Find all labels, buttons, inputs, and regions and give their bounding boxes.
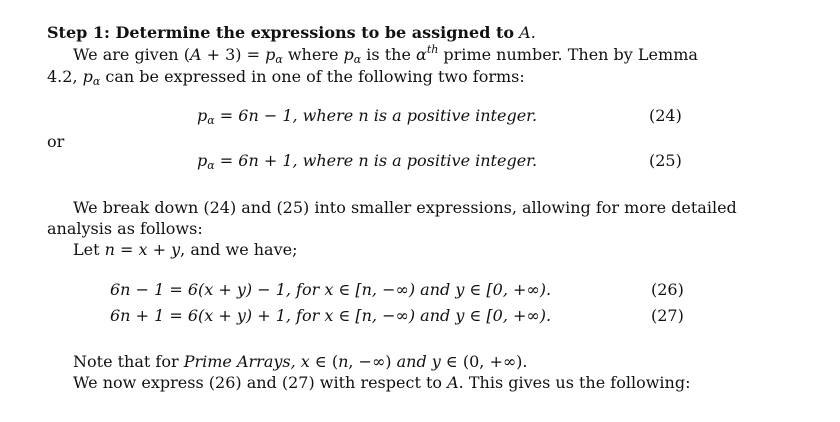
equation-rhs: = 6n − 1, where n is a positive integer. [214, 106, 538, 125]
text: = [114, 240, 139, 259]
text: Let [73, 240, 105, 259]
math-var: A [447, 373, 459, 392]
paragraph2-line3 [73, 240, 298, 260]
text: where [282, 45, 344, 64]
express-line [73, 373, 690, 393]
text: We are given ( [73, 45, 190, 64]
math-var: x [138, 240, 148, 259]
math-text: and y [396, 352, 441, 371]
equation-26: 6n − 1 = 6(x + y) − 1, for x ∈ [n, −∞) and y ∈ [0, +∞). [110, 280, 552, 299]
math-var: n [338, 352, 349, 371]
text: can be expressed in one of the following two forms: [100, 67, 525, 86]
text: , −∞) [348, 352, 397, 371]
math-subscript: α [92, 75, 101, 88]
equation-rhs: = 6n + 1, where n is a positive integer. [214, 151, 538, 170]
text: . This gives us the following: [458, 373, 691, 392]
cropped-previous-line [300, 0, 600, 2]
text: ∈ (0, +∞). [440, 352, 528, 371]
text: ∈ ( [309, 352, 339, 371]
math-var: α [416, 45, 427, 64]
math-superscript: th [426, 43, 439, 56]
equation-24 [197, 106, 537, 126]
paragraph2-line2: analysis as follows: [47, 219, 203, 238]
math-var: n [104, 240, 115, 259]
text: We now express (26) and (27) with respect to [73, 373, 448, 392]
text: , and we have; [180, 240, 298, 259]
paragraph1-line2 [47, 67, 525, 87]
paragraph2-line1: We break down (24) and (25) into smaller expressions, allowing for more detailed [73, 198, 737, 217]
heading-var: A. [519, 23, 536, 42]
step-heading [47, 23, 536, 43]
equation-number-25: (25) [649, 151, 682, 170]
note-line [73, 352, 528, 372]
text: + 3) = [201, 45, 266, 64]
math-var: y [171, 240, 181, 259]
math-var: p [197, 106, 208, 125]
math-var: p [265, 45, 276, 64]
text: 4.2, [47, 67, 83, 86]
text: Note that for [73, 352, 184, 371]
equation-27: 6n + 1 = 6(x + y) + 1, for x ∈ [n, −∞) and y ∈ [0, +∞). [110, 306, 552, 325]
math-text: Prime Arrays, x [183, 352, 310, 371]
text: prime number. Then by Lemma [438, 45, 698, 64]
equation-number-24: (24) [649, 106, 682, 125]
math-subscript: α [353, 53, 362, 66]
or-text: or [47, 132, 65, 151]
paragraph1-line1 [73, 45, 698, 65]
heading-label: Step 1: Determine the expressions to be assigned to [47, 23, 515, 42]
math-var: p [197, 151, 208, 170]
text: is the [361, 45, 417, 64]
equation-number-26: (26) [651, 280, 684, 299]
equation-number-27: (27) [651, 306, 684, 325]
math-var: p [82, 67, 93, 86]
math-subscript: α [207, 114, 215, 127]
math-var: A [189, 45, 202, 64]
equation-25 [197, 151, 537, 171]
math-var: p [343, 45, 354, 64]
text: + [147, 240, 172, 259]
math-subscript: α [207, 159, 215, 172]
math-subscript: α [275, 53, 283, 66]
